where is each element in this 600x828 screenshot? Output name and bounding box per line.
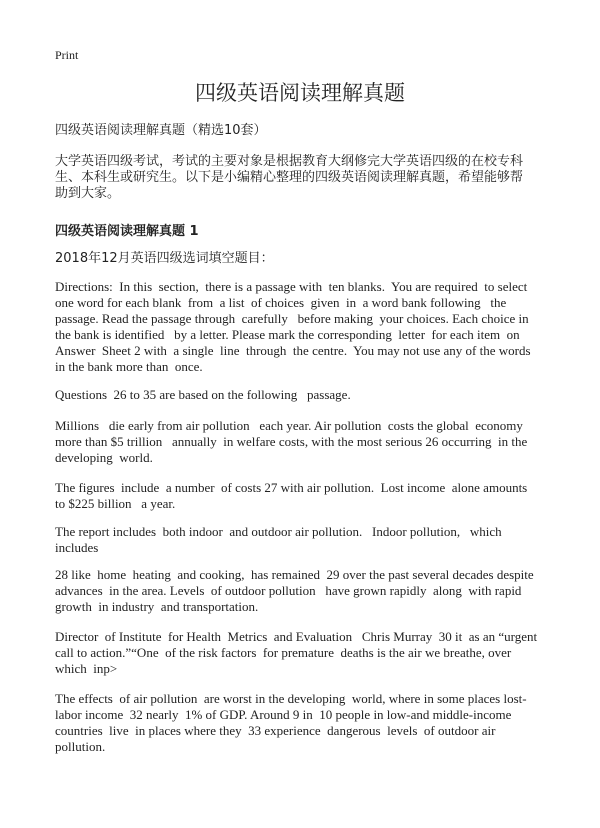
text-line: more than $5 trillion annually in welfare costs, with the most serious 26 occurring in the <box>55 434 528 449</box>
text-line: in the bank more than once. <box>55 359 203 374</box>
text-line: pollution. <box>55 739 106 754</box>
section-heading: 四级英语阅读理解真题 1 <box>55 224 199 239</box>
text-line: Director of Institute for Health Metrics and Evaluation Chris Murray 30 it as an “urgent <box>55 629 538 644</box>
intro-paragraph <box>55 154 523 202</box>
passage-paragraph <box>55 567 534 615</box>
text-line: developing world. <box>55 450 153 465</box>
questions-paragraph <box>55 387 351 403</box>
text-line: advances in the area. Levels of outdoor pollution have grown rapidly along with rapid <box>55 583 522 598</box>
text-line: to $225 billion a year. <box>55 496 176 511</box>
page-title: 四级英语阅读理解真题 <box>195 81 405 105</box>
text-line: the bank is identified by a letter. Please mark the corresponding letter for each item on <box>55 327 520 342</box>
passage-paragraph <box>55 418 527 466</box>
text-line: Millions die early from air pollution each year. Air pollution costs the global economy <box>55 418 523 433</box>
text-line: labor income 32 nearly 1% of GDP. Around 9 in 10 people in low-and middle-income <box>55 707 512 722</box>
text-line: countries live in places where they 33 experience dangerous levels of outdoor air <box>55 723 496 738</box>
subtitle: 四级英语阅读理解真题（精选10套） <box>55 123 267 138</box>
passage-paragraph <box>55 691 527 755</box>
text-line: one word for each blank from a list of choices given in a word bank following the <box>55 295 507 310</box>
directions-paragraph <box>55 279 531 375</box>
text-line: Questions 26 to 35 are based on the following passage. <box>55 387 351 402</box>
text-line: 助到大家。 <box>55 186 121 201</box>
passage-paragraph <box>55 480 527 512</box>
text-line: Answer Sheet 2 with a single line through the centre. You may not use any of the words <box>55 343 531 358</box>
text-line: which inp> <box>55 661 118 676</box>
exam-label: 2018年12月英语四级选词填空题目： <box>55 251 274 266</box>
text-line: Directions: In this section, there is a passage with ten blanks. You are required to select <box>55 279 528 294</box>
text-line: The figures include a number of costs 27 with air pollution. Lost income alone amounts <box>55 480 528 495</box>
passage-paragraph <box>55 524 502 556</box>
text-line: 大学英语四级考试，考试的主要对象是根据教育大纲修完大学英语四级的在校专科 <box>55 154 524 169</box>
text-line: 28 like home heating and cooking, has remained 29 over the past several decades despite <box>55 567 534 582</box>
text-line: call to action.”“One of the risk factors for premature deaths is the air we breathe, over <box>55 645 512 660</box>
text-line: passage. Read the passage through carefully before making your choices. Each choice in <box>55 311 529 326</box>
text-line: 生、本科生或研究生。以下是小编精心整理的四级英语阅读理解真题，希望能够帮 <box>55 170 524 185</box>
text-line: The report includes both indoor and outdoor air pollution. Indoor pollution, which <box>55 524 502 539</box>
print-link[interactable]: Print <box>55 48 79 62</box>
text-line: includes <box>55 540 99 555</box>
text-line: growth in industry and transportation. <box>55 599 259 614</box>
passage-paragraph <box>55 629 537 677</box>
text-line: The effects of air pollution are worst in the developing world, where in some places lost- <box>55 691 527 706</box>
